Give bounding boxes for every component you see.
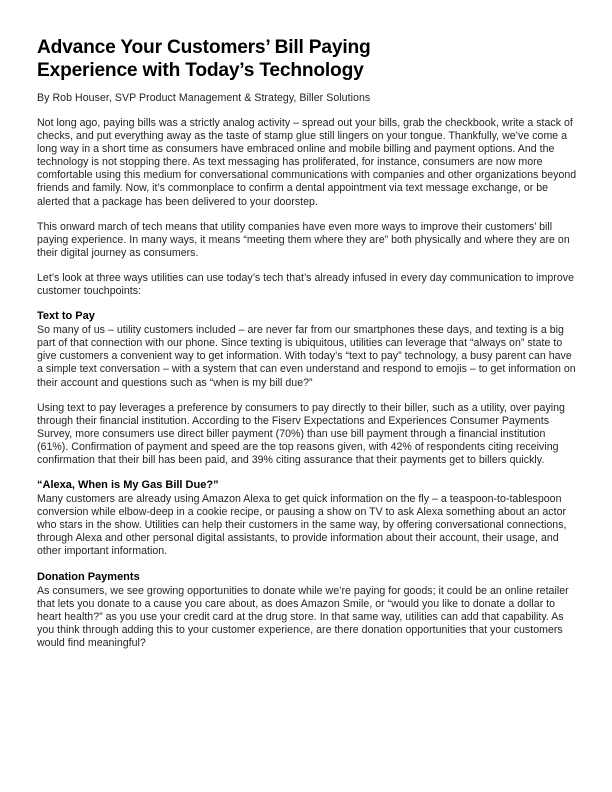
alexa-paragraph-1: Many customers are already using Amazon Alexa to get quick information on the fly – a teaspoon-to-tablespoon conversion while elbow-deep in a cookie recipe, or pausing a show on TV to ask Alexa something about an actor who stars in the show. Utilities can help their customers in the same way, by offering conversational connections, through Alexa and other personal digital assistants, to provide information about their account, their usage, and other important information. [37, 493, 567, 558]
donation-paragraph-1: As consumers, we see growing opportunities to donate while we’re paying for goods; it could be an online retailer that lets you donate to a cause you care about, as does Amazon Smile, or “would you like to donate a dollar to heart health?” as you use your credit card at the drug store. In that same way, utilities can add that capability. As you think through adding this to your customer experience, are there donation opportunities that your customers would find meaningful? [37, 584, 569, 649]
text-to-pay-paragraph-1: So many of us – utility customers included – are never far from our smartphones these days, and texting is a big part of that connection with our phone. Since texting is ubiquitous, utilities can leverage that “always on” state to give customers a convenient way to get information. With today’s “text to pay” technology, a busy parent can have a simple text conversation – with a system that can even understand and respond to emojis – to get information on their account and questions such as “when is my bill due?” [37, 324, 576, 389]
article-title-line-2: Experience with Today’s Technology [37, 60, 364, 81]
article-byline: By Rob Houser, SVP Product Management & Strategy, Biller Solutions [37, 92, 371, 104]
section-heading-text-to-pay: Text to Pay [37, 310, 95, 323]
intro-paragraph-3: Let’s look at three ways utilities can use today’s tech that’s already infused in every day communication to improve customer touchpoints: [37, 271, 574, 298]
intro-paragraph-1: Not long ago, paying bills was a strictly analog activity – spread out your bills, grab the checkbook, write a stack of checks, and put everything away as the taste of stamp glue still lingers on your tongue. Thankfully, we’ve come a long way in a short time as consumers have embraced online and mobile billing and payment options. And the technology is not stopping there. As text messaging has proliferated, for instance, consumers are now more comfortable using this medium for conversational communications with companies and other organizations beyond friends and family. Now, it’s commonplace to confirm a dental appointment via text message exchange, or be alerted that a package has been delivered to your doorstep. [37, 117, 577, 208]
article [37, 36, 579, 650]
text-to-pay-paragraph-2: Using text to pay leverages a preference by consumers to pay directly to their biller, such as a utility, over paying through their financial institution. According to the Fiserv Expectations and Experiences Consumer Payments Survey, more consumers use direct biller payment (70%) than use bill payment through a financial institution (61%). Confirmation of payment and speed are the top reasons given, with 42% of respondents citing receiving confirmation that their bill has been paid, and 39% citing assurance that their payments get to billers quickly. [37, 401, 565, 466]
article-title [37, 36, 579, 82]
intro-paragraph-2: This onward march of tech means that utility companies have even more ways to improve their customers’ bill paying experience. In many ways, it means “meeting them where they are” both physically and where they are on their digital journey as consumers. [37, 220, 570, 259]
section-heading-donation-payments: Donation Payments [37, 570, 140, 583]
article-title-line-1: Advance Your Customers’ Bill Paying [37, 37, 371, 58]
section-heading-alexa: “Alexa, When is My Gas Bill Due?” [37, 479, 219, 492]
